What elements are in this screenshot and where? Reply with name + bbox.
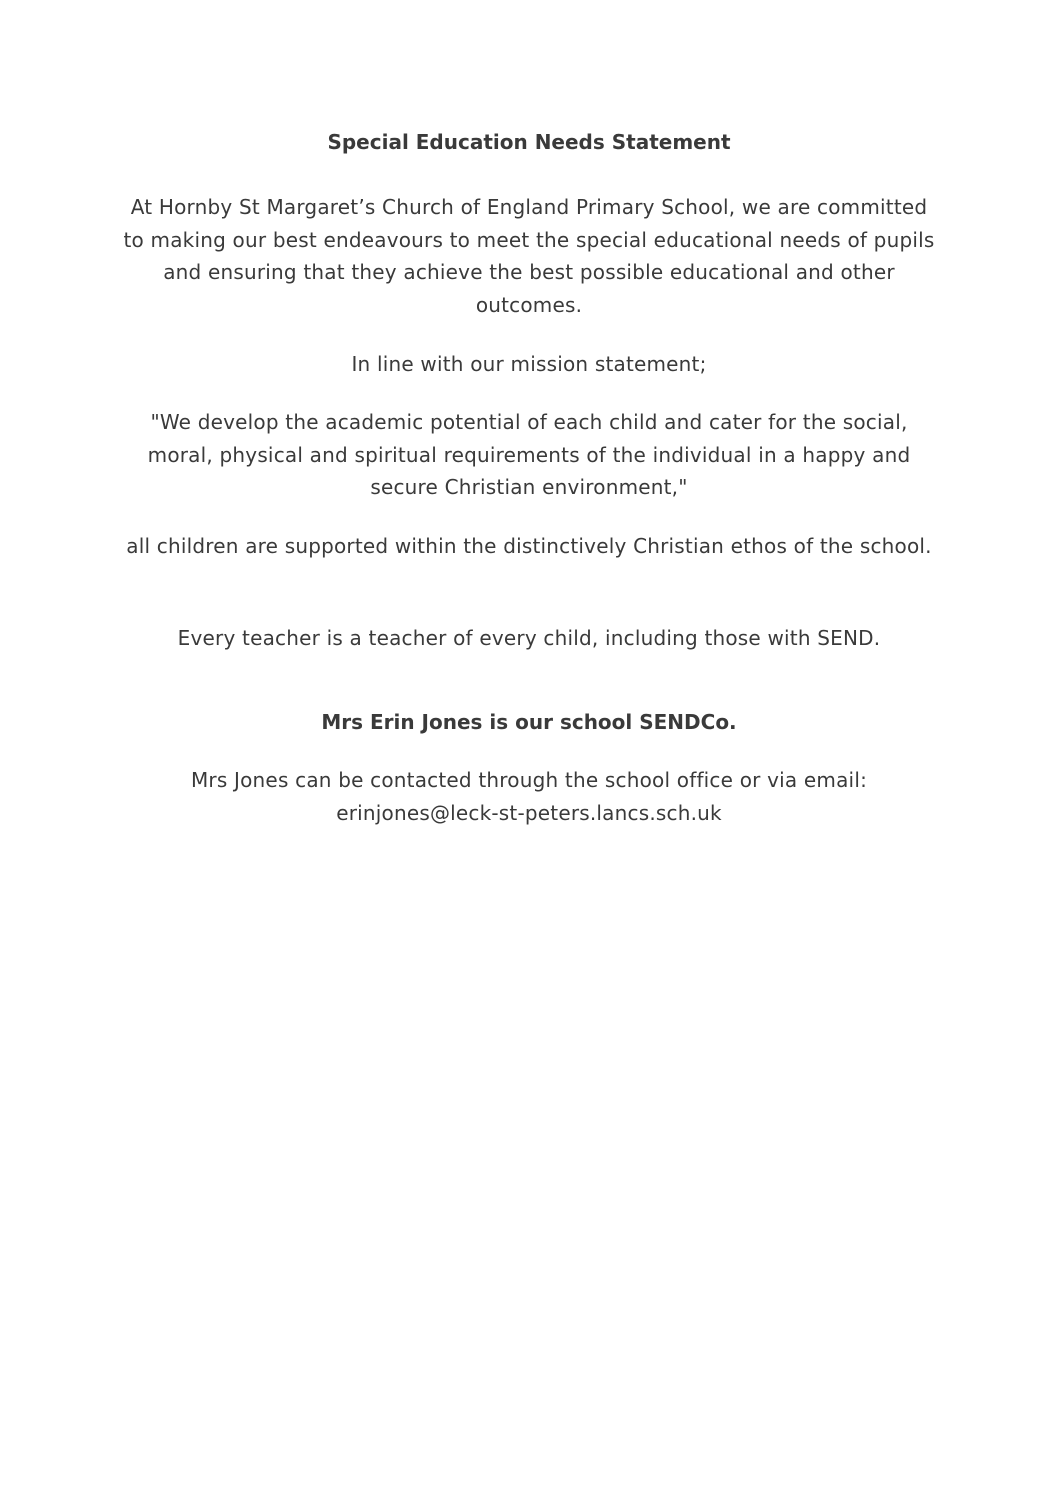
intro-paragraph: At Hornby St Margaret’s Church of England Primary School, we are committed to making our best endeavours to meet the special educational needs of pupils and ensuring that they achieve the best possible educational and other outcomes. [123, 195, 935, 317]
mission-quote-paragraph: "We develop the academic potential of each child and cater for the social, moral, physical and spiritual requirements of the individual in a happy and secure Christian environment," [147, 410, 911, 499]
contact-line: Mrs Jones can be contacted through the school office or via email: [190, 768, 868, 792]
sendco-heading: Mrs Erin Jones is our school SENDCo. [321, 710, 737, 734]
mission-lead-paragraph: In line with our mission statement; [351, 352, 707, 376]
contact-block [120, 764, 938, 829]
contact-email[interactable]: erinjones@leck-st-peters.lancs.sch.uk [336, 800, 722, 825]
document-title: Special Education Needs Statement [327, 130, 731, 154]
every-teacher-paragraph: Every teacher is a teacher of every child, including those with SEND. [177, 626, 881, 650]
ethos-paragraph: all children are supported within the distinctively Christian ethos of the school. [126, 534, 932, 558]
